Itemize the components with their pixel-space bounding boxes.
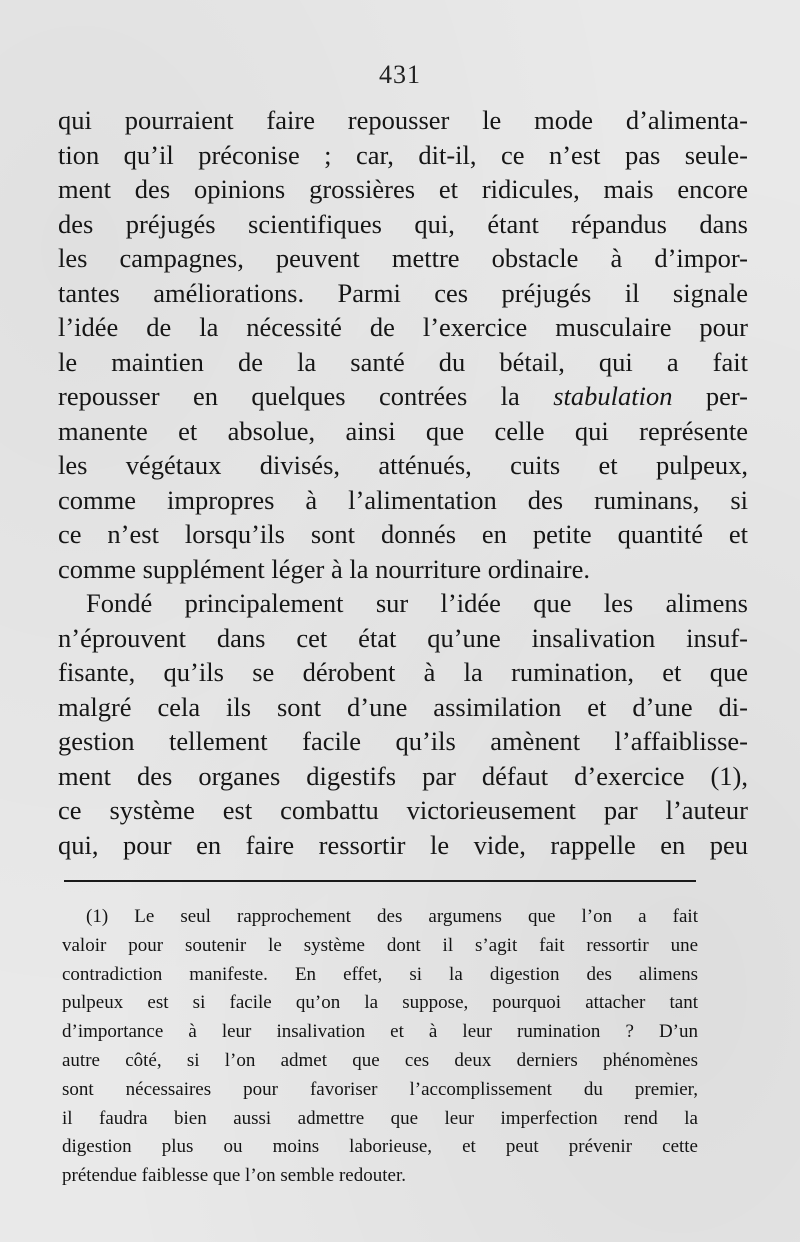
footnote-line: (1) Le seul rapprochement des argumens que l’on a fait — [86, 906, 698, 927]
page-number: 431 — [379, 60, 421, 89]
text-line: fisante, qu’ils se dérobent à la rumination, et que — [58, 657, 748, 687]
text-line: gestion tellement facile qu’ils amènent l’affaiblisse- — [58, 726, 748, 756]
text-line: qui pourraient faire repousser le mode d’alimenta- — [58, 105, 748, 135]
footnote-line: valoir pour soutenir le système dont il s’agit fait ressortir une — [62, 934, 698, 956]
text-line: ment des opinions grossières et ridicules, mais encore — [58, 174, 748, 204]
main-text — [58, 103, 748, 862]
footnote-line: d’importance à leur insalivation et à leur rumination ? D’un — [62, 1021, 698, 1043]
text-line-end: per- — [705, 381, 748, 411]
footnote — [62, 903, 698, 1191]
paragraph-start-line: Fondé principalement sur l’idée que les alimens — [86, 588, 748, 618]
footnote-line: digestion plus ou moins laborieuse, et peut prévenir cette — [62, 1136, 698, 1158]
text-line: comme impropres à l’alimentation des ruminans, si — [58, 484, 748, 515]
footnote-line: contradiction manifeste. En effet, si la digestion des alimens — [62, 963, 698, 985]
text-line: tion qu’il préconise ; car, dit-il, ce n’est pas seule- — [58, 139, 748, 170]
footnote-separator-rule — [64, 880, 696, 882]
footnote-line: il faudra bien aussi admettre que leur imperfection rend la — [62, 1107, 698, 1129]
footnote-line: sont nécessaires pour favoriser l’accomplissement du premier, — [62, 1078, 698, 1100]
text-line: n’éprouvent dans cet état qu’une insalivation insuf- — [58, 622, 748, 653]
text-line: les végétaux divisés, atténués, cuits et pulpeux, — [58, 450, 748, 480]
text-line: ment des organes digestifs par défaut d’exercice (1), — [58, 760, 748, 791]
text-line: les campagnes, peuvent mettre obstacle à d’impor- — [58, 243, 748, 273]
text-line: ce système est combattu victorieusement par l’auteur — [58, 795, 748, 825]
footnote-line: pulpeux est si facile qu’on la suppose, pourquoi attacher tant — [62, 992, 698, 1014]
text-line: ce n’est lorsqu’ils sont donnés en petite quantité et — [58, 519, 748, 549]
emphasized-word: stabulation — [553, 381, 673, 411]
text-line-with-emphasis — [58, 379, 748, 414]
text-line: qui, pour en faire ressortir le vide, rappelle en peu — [58, 829, 748, 860]
text-line: tantes améliorations. Parmi ces préjugés il signale — [58, 277, 748, 308]
footnote-line: prétendue faiblesse que l’on semble redouter. — [62, 1165, 406, 1187]
text-line: manente et absolue, ainsi que celle qui représente — [58, 415, 748, 446]
footnote-line: autre côté, si l’on admet que ces deux derniers phénomènes — [62, 1049, 698, 1071]
text-line-start: repousser en quelques contrées la — [58, 381, 520, 411]
text-line: comme supplément léger à la nourriture ordinaire. — [58, 553, 591, 584]
text-line: malgré cela ils sont d’une assimilation et d’une di- — [58, 691, 748, 722]
text-line: l’idée de la nécessité de l’exercice musculaire pour — [58, 312, 748, 342]
text-line: le maintien de la santé du bétail, qui a fait — [58, 346, 748, 377]
text-line: des préjugés scientifiques qui, étant répandus dans — [58, 208, 748, 239]
